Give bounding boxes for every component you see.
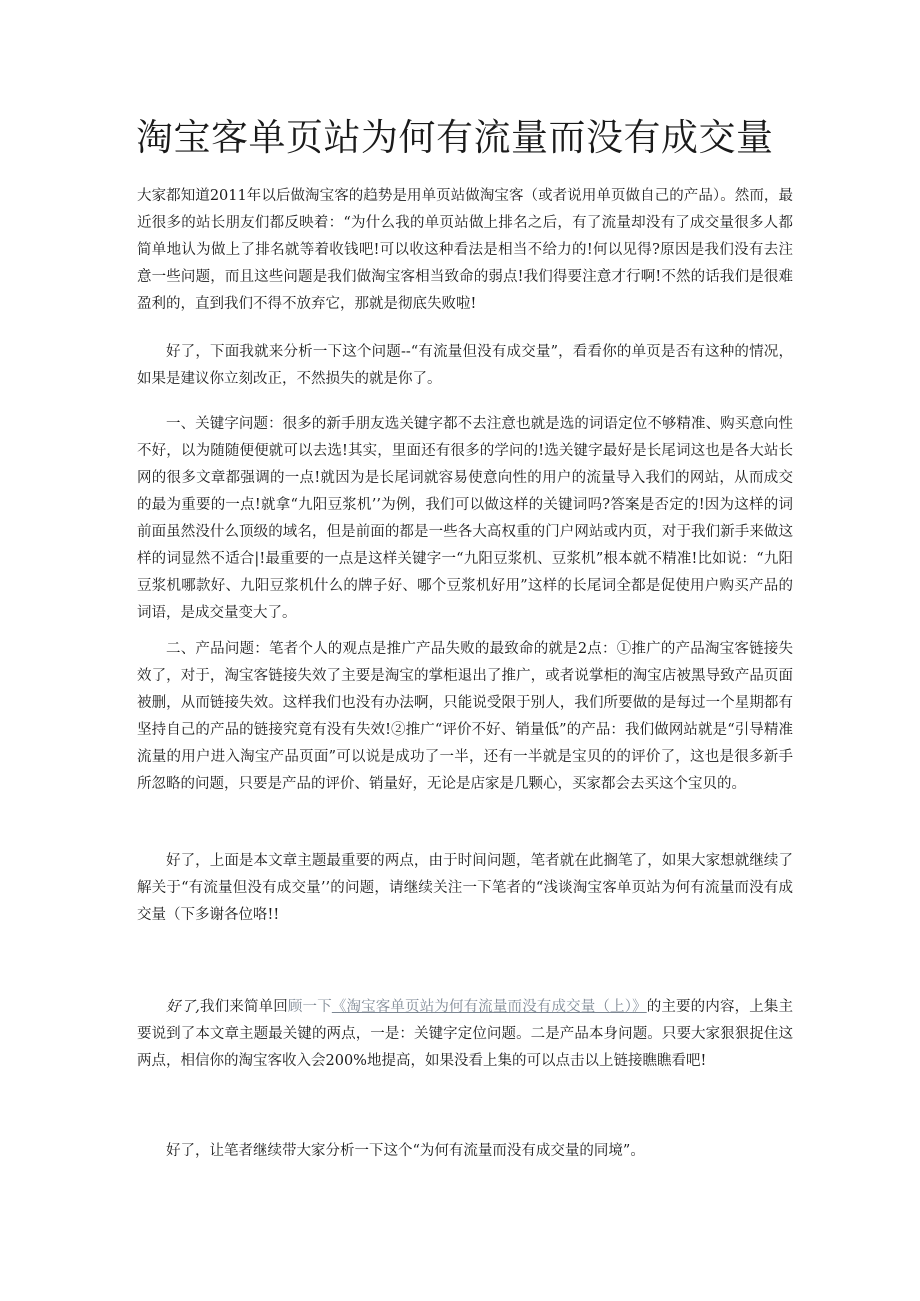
paragraph-product-problem: 二、产品问题：笔者个人的观点是推广产品失败的最致命的就是2点：①推广的产品淘宝客链接失效了，对于，淘宝客链接失效了主要是淘宝的掌柜退出了推广，或者说掌柜的淘宝店被黑导致产品页面被删，从而链接失效。这样我们也没有办法啊，只能说受限于别人，我们所要做的是每过一个星期都有坚持自己的产品的链接究竟有没有失效!②推广“评价不好、销量低”的产品：我们做网站就是“引导精准流量的用户进入淘宝产品页面”可以说是成功了一半，还有一半就是宝贝的的评价了，这也是很多新手所忽略的问题，只要是产品的评价、销量好，无论是店家是几颗心，买家都会去买这个宝贝的。 <box>137 641 793 792</box>
recap-rest-text: 的主要的内容，上集主要说到了本文章主题最关键的两点，一是：关键字定位问题。二是产品本身问题。只要大家狠狠捉住这两点，相信你的淘宝客收入会200%地提高，如果没看上集的可以点击以上链接瞧瞧看吧! <box>137 999 794 1069</box>
paragraph-analysis-intro: 好了，下面我就来分析一下这个问题--“有流量但没有成交量”，看看你的单页是否有这种的情况，如果是建议你立刻改正，不然损失的就是你了。 <box>137 344 793 387</box>
paragraph-continue: 好了，让笔者继续带大家分析一下这个“为何有流量而没有成交量的同境”。 <box>166 1143 645 1159</box>
paragraph-keyword-problem: 一、关键字问题：很多的新手朋友选关键字都不去注意也就是选的词语定位不够精准、购买意向性不好，以为随随便便就可以去选!其实，里面还有很多的学问的!选关键字最好是长尾词这也是各大站长网的很多文章都强调的一点!就因为是长尾词就容易使意向性的用户的流量导入我们的网站，从而成交的最为重要的一点!就拿“九阳豆浆机’’为例，我们可以做这样的关键词吗?答案是否定的!因为这样的词前面虽然没什么顶级的域名，但是前面的都是一些各大高权重的门户网站或内页，对于我们新手来做这样的词显然不适合|!最重要的一点是这样关键字一“九阳豆浆机、豆浆机”根本就不精准!比如说：“九阳豆浆机哪款好、九阳豆浆机什么的牌子好、哪个豆浆机好用”这样的长尾词全都是促使用户购买产品的词语，是成交量变大了。 <box>137 416 793 621</box>
recap-lead-text: 我们来简单回 <box>199 999 288 1015</box>
recap-lead-italic: 好了, <box>166 999 200 1015</box>
page-title: 淘宝客单页站为何有流量而没有成交量 <box>136 116 774 159</box>
paragraph-closing-part1: 好了，上面是本文章主题最重要的两点，由于时间问题，笔者就在此搁笔了，如果大家想就继续了解关于“有流量但没有成交量’’的问题，请继续关注一下笔者的“浅谈淘宝客单页站为何有流量而没有成交量（下多谢各位咯!! <box>137 853 793 923</box>
recap-muted-text: 顾一下 <box>287 999 332 1015</box>
paragraph-recap <box>137 994 793 1075</box>
paragraph-intro: 大家都知道2011年以后做淘宝客的趋势是用单页站做淘宝客（或者说用单页做自己的产品）。然而，最近很多的站长朋友们都反映着：“为什么我的单页站做上排名之后，有了流量却没有了成交量很多人都简单地认为做上了排名就等着收钱吧!可以收这种看法是相当不给力的!何以见得?原因是我们没有去注意一些问题，而且这些问题是我们做淘宝客相当致命的弱点!我们得要注意才行啊!不然的话我们是很难盈利的，直到我们不得不放弃它，那就是彻底失败啦! <box>137 188 793 312</box>
part1-article-link[interactable]: 《淘宝客单页站为何有流量而没有成交量（上）》 <box>331 999 647 1015</box>
